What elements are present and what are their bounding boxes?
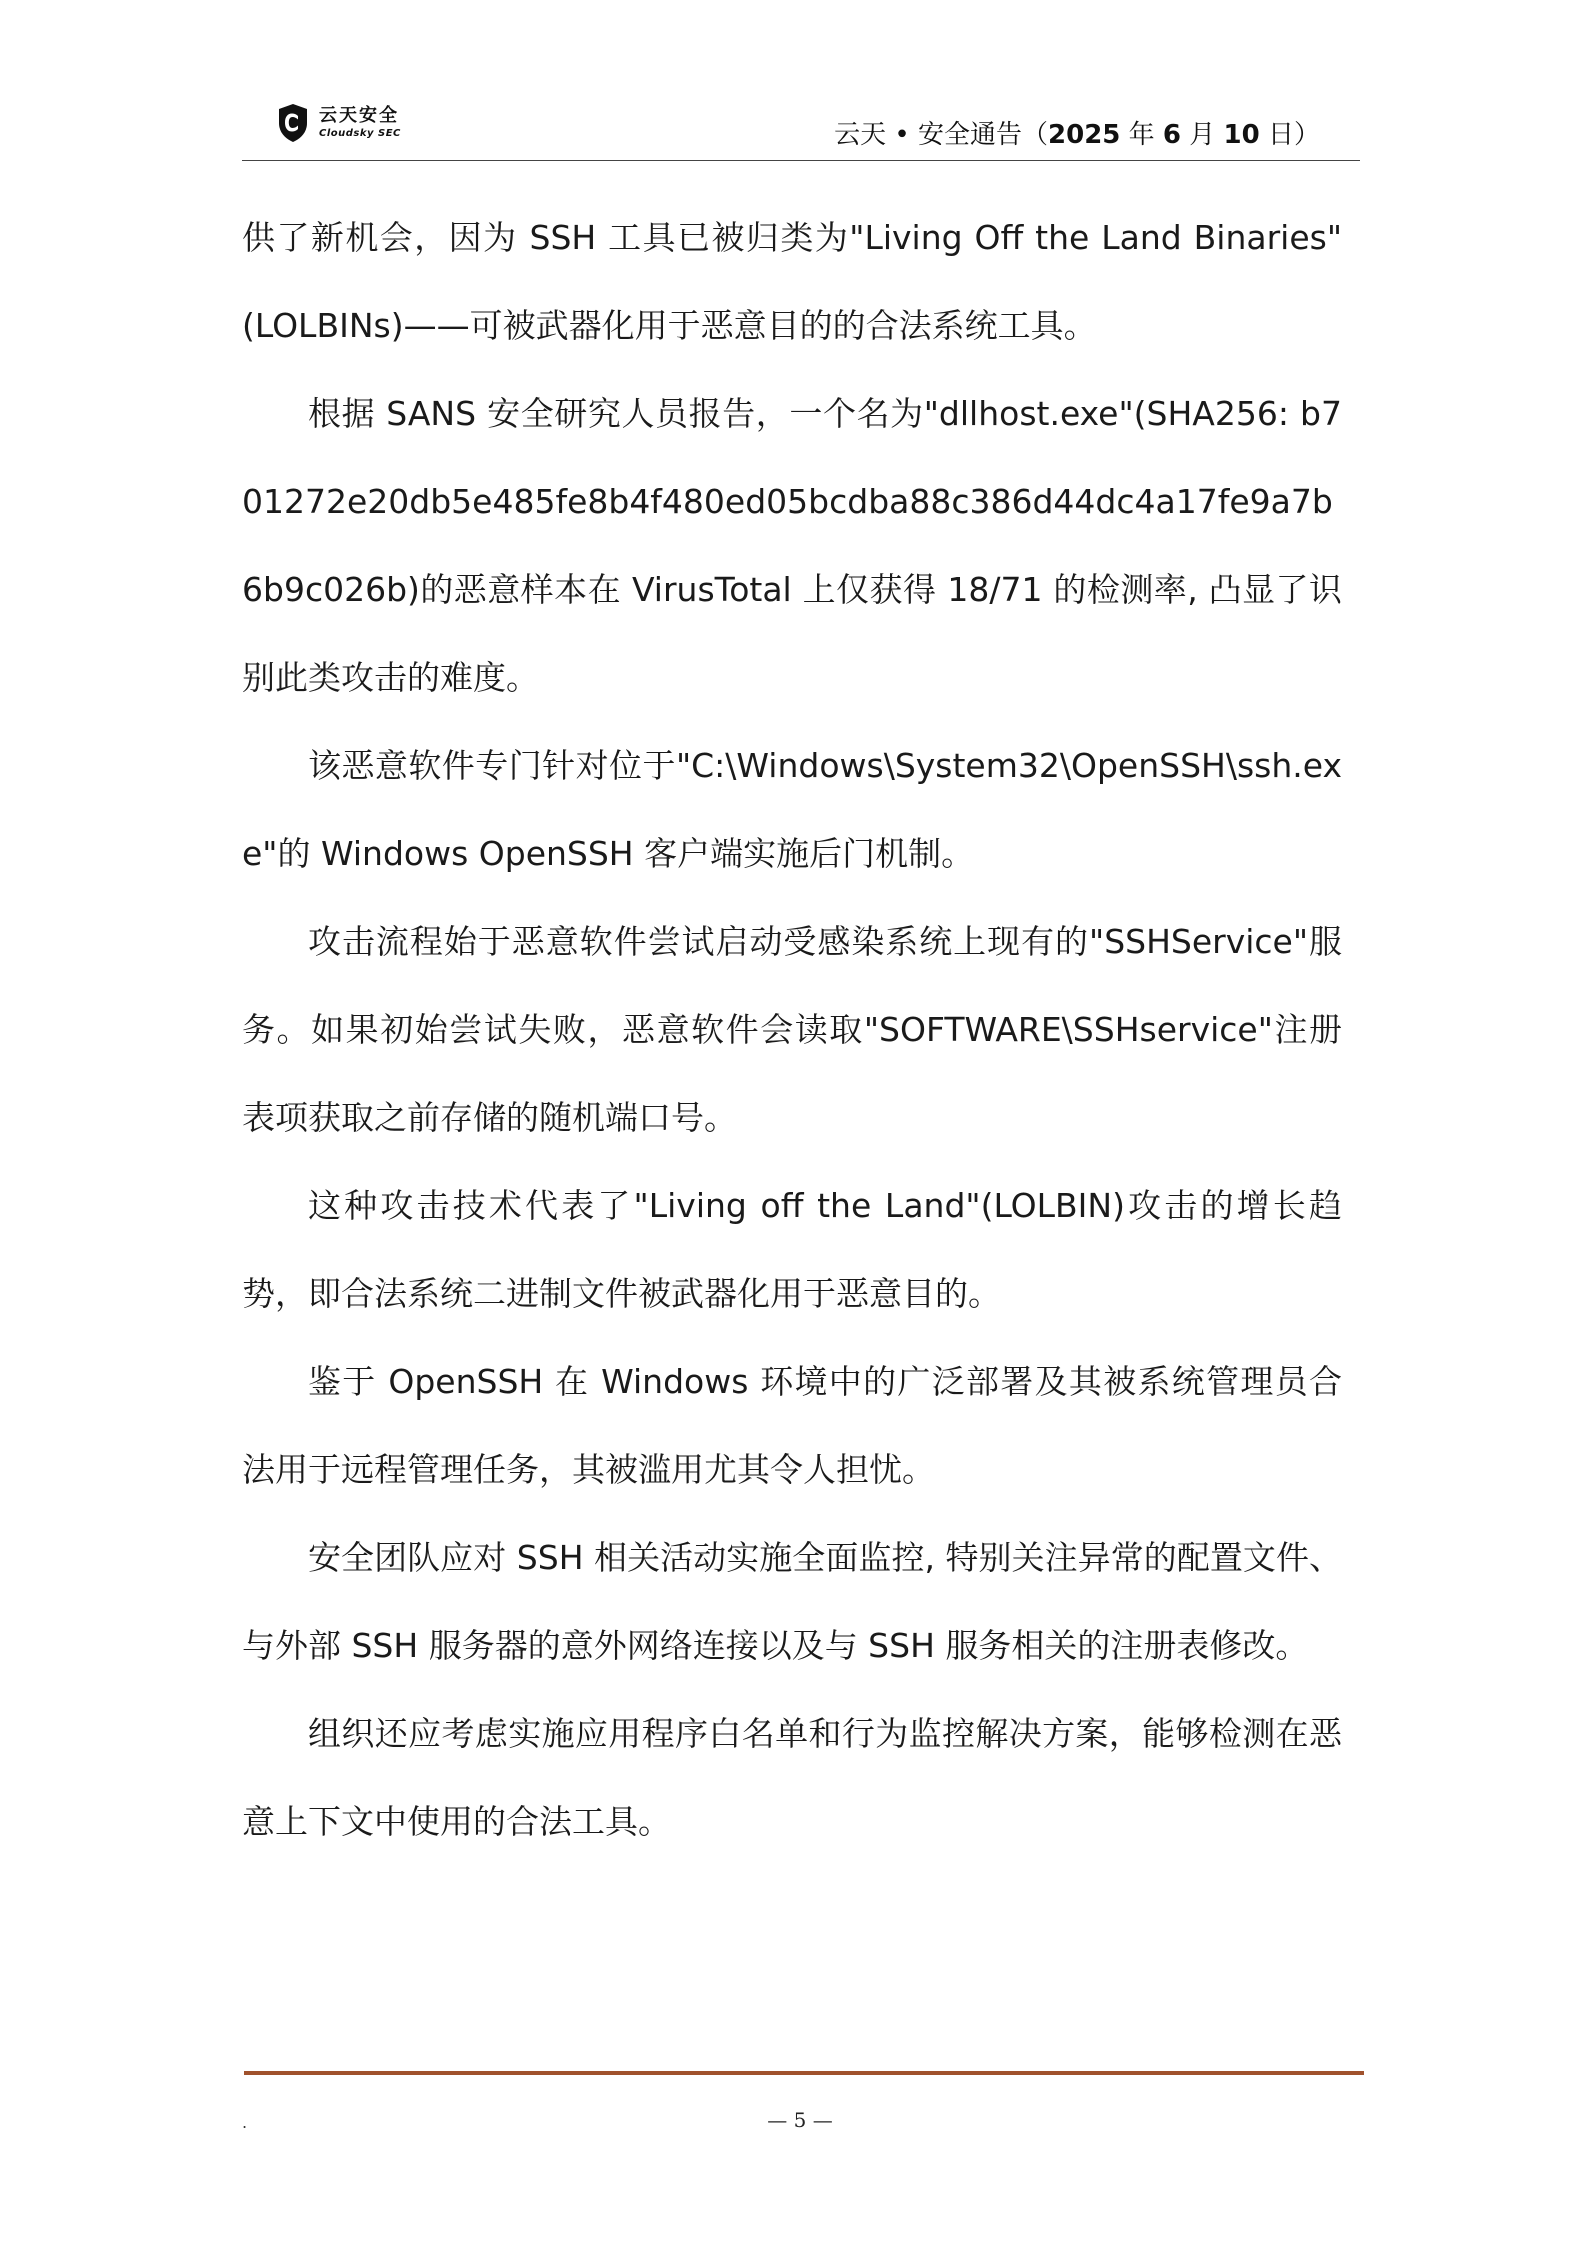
logo-chinese-name: 云天安全 (319, 105, 399, 126)
logo-english-name: Cloudsky SEC (319, 128, 401, 139)
paragraph: 鉴于 OpenSSH 在 Windows 环境中的广泛部署及其被系统管理员合法用于远程管理任务，其被滥用尤其令人担忧。 (242, 1362, 1342, 1489)
bulletin-day-unit: 日） (1259, 120, 1320, 150)
paragraph: 攻击流程始于恶意软件尝试启动受感染系统上现有的"SSHService"服务。如果初始尝试失败，恶意软件会读取"SOFTWARE\SSHservice"注册表项获取之前存储的随机端口号。 (242, 922, 1342, 1137)
brand-logo (277, 98, 401, 148)
header-divider (242, 160, 1360, 161)
bulletin-month-unit: 月 (1181, 120, 1224, 150)
paragraph: 组织还应考虑实施应用程序白名单和行为监控解决方案，能够检测在恶意上下文中使用的合法工具。 (242, 1714, 1342, 1841)
bulletin-month: 6 (1162, 120, 1182, 150)
footer-dot: . (242, 2113, 248, 2132)
paragraph: 供了新机会，因为 SSH 工具已被归类为"Living Off the Land Binaries"(LOLBINs)——可被武器化用于恶意目的的合法系统工具。 (242, 218, 1342, 345)
bulletin-day: 10 (1223, 120, 1260, 150)
paragraph: 该恶意软件专门针对位于"C:\Windows\System32\OpenSSH\ssh.exe"的 Windows OpenSSH 客户端实施后门机制。 (242, 746, 1342, 873)
bulletin-year-unit: 年 (1120, 120, 1163, 150)
page-number: — 5 — (767, 2108, 833, 2132)
paragraph: 这种攻击技术代表了"Living off the Land"(LOLBIN)攻击的增长趋势，即合法系统二进制文件被武器化用于恶意目的。 (242, 1186, 1342, 1313)
bulletin-title (834, 114, 1320, 151)
page-header (242, 92, 1360, 162)
bulletin-title-prefix: 云天 • 安全通告（ (834, 120, 1049, 150)
article-body (242, 194, 1342, 1866)
shield-logo-icon (277, 103, 309, 143)
paragraph: 根据 SANS 安全研究人员报告，一个名为"dllhost.exe"(SHA256: b701272e20db5e485fe8b4f480ed05bcdba88c386d44dc4a17fe9a7b6b9c026b)的恶意样本在 VirusTotal 上仅获得 18/71 的检测率, 凸显了识别此类攻击的难度。 (242, 394, 1342, 697)
footer-divider (244, 2071, 1364, 2075)
bulletin-year: 2025 (1048, 120, 1121, 150)
paragraph: 安全团队应对 SSH 相关活动实施全面监控, 特别关注异常的配置文件、与外部 SSH 服务器的意外网络连接以及与 SSH 服务相关的注册表修改。 (242, 1538, 1342, 1665)
